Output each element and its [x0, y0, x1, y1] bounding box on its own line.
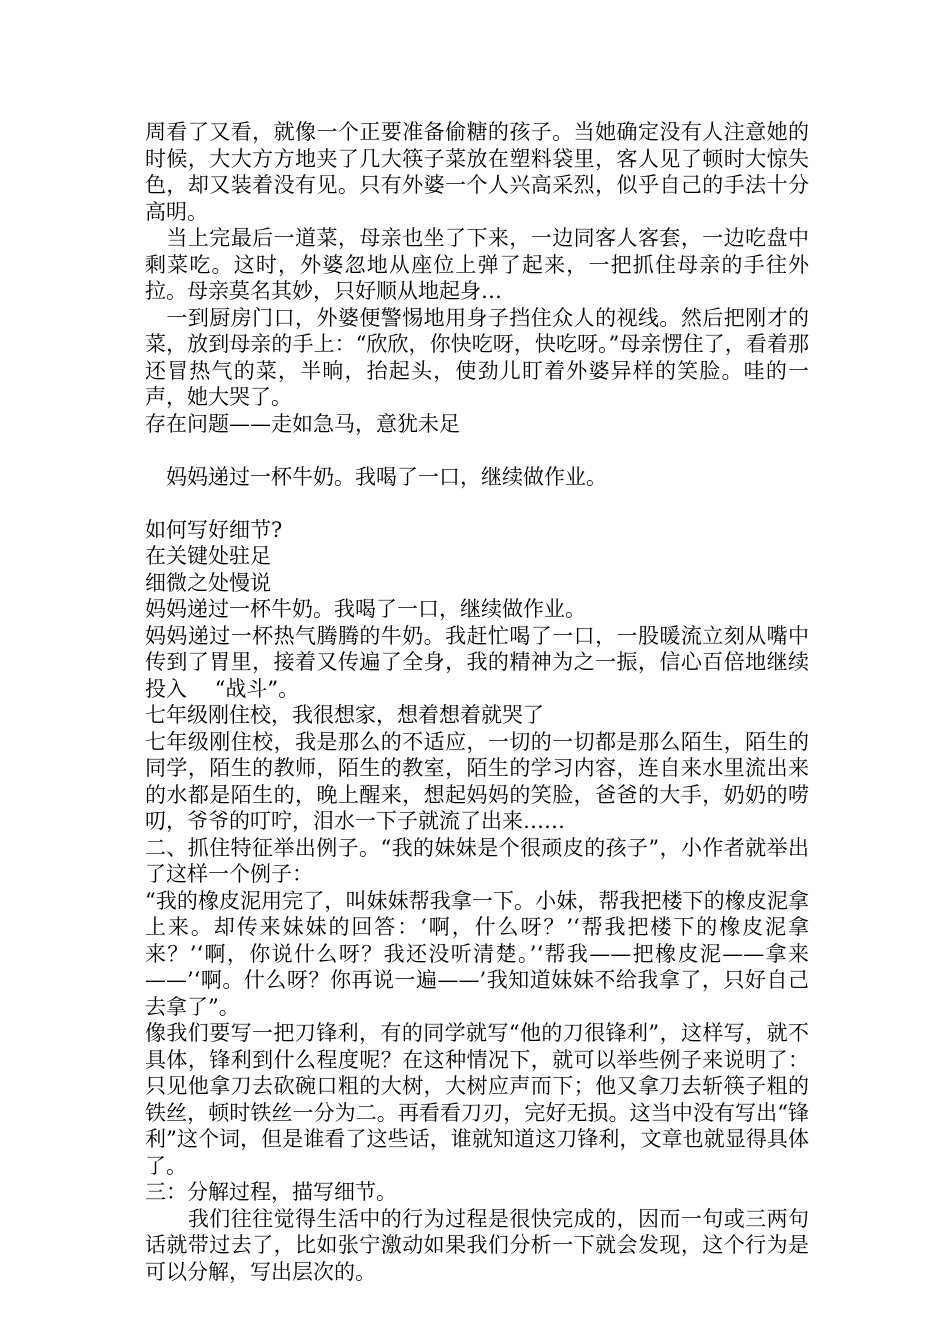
- tip-pause-at-key-points: 在关键处驻足: [145, 544, 271, 568]
- example-detailed-homesick: 七年级刚住校，我是那么的不适应，一切的一切都是那么陌生，陌生的同学，陌生的教师，陌生的教室，陌生的学习内容，连自来水里流出来的水都是陌生的，晚上醒来，想起妈妈的笑脸，爸爸的大手，奶奶的唠叨，爷爷的叮咛，泪水一下子就流了出来……: [145, 729, 809, 833]
- example-sentence-milk: 妈妈递过一杯牛奶。我喝了一口，继续做作业。: [145, 464, 607, 489]
- blank-line: [145, 490, 809, 517]
- paragraph-break-down-process: 我们往往觉得生活中的行为过程是很快完成的，因而一句或三两句话就带过去了，比如张宁激动如果我们分析一下就会发现，这个行为是可以分解，写出层次的。: [145, 1206, 809, 1284]
- section-heading-problem: 存在问题——走如急马，意犹未足: [145, 411, 460, 436]
- question-heading: 如何写好细节?: [145, 517, 283, 542]
- document-page: [145, 119, 809, 1285]
- section-heading-process: 三：分解过程，描写细节。: [145, 1180, 397, 1204]
- example-sharp-knife: 像我们要写一把刀锋利，有的同学就写“他的刀很锋利”，这样写，就不具体，锋利到什么程度呢？在这种情况下，就可以举些例子来说明了：只见他拿刀去砍碗口粗的大树，大树应声而下；他又拿刀去斩筷子粗的铁丝，顿时铁丝一分为二。再看看刀刃，完好无损。这当中没有写出“锋利”这个词，但是谁看了这些话，谁就知道这刀锋利，文章也就显得具体了。: [145, 1021, 809, 1178]
- example-naughty-sister: “我的橡皮泥用完了，叫妹妹帮我拿一下。小妹，帮我把楼下的橡皮泥拿上来。却传来妹妹的回答：‘啊，什么呀？’‘帮我把楼下的橡皮泥拿来？’‘啊，你说什么呀？我还没听清楚。’‘帮我——把橡皮泥——拿来——’‘啊。什么呀？你再说一遍——’我知道妹妹不给我拿了，只好自己去拿了”。: [145, 888, 809, 1019]
- example-plain-homesick: 七年级刚住校，我很想家，想着想着就哭了: [145, 703, 544, 727]
- example-detailed-milk: 妈妈递过一杯热气腾腾的牛奶。我赶忙喝了一口，一股暖流立刻从嘴中传到了胃里，接着又传遍了全身，我的精神为之一振，信心百倍地继续投入 “战斗”。: [145, 623, 809, 701]
- section-heading-examples: 二、抓住特征举出例子。“我的妹妹是个很顽皮的孩子”，小作者就举出了这样一个例子：: [145, 835, 809, 886]
- paragraph-kitchen-door: 一到厨房门口，外婆便警惕地用身子挡住众人的视线。然后把刚才的菜，放到母亲的手上：“欣欣，你快吃呀，快吃呀。”母亲愣住了，看着那还冒热气的菜，半晌，抬起头，使劲儿盯着外婆异样的笑脸。哇的一声，她大哭了。: [145, 305, 809, 409]
- paragraph-last-dish: 当上完最后一道菜，母亲也坐了下来，一边同客人客套，一边吃盘中剩菜吃。这时，外婆忽地从座位上弹了起来，一把抓住母亲的手往外拉。母亲莫名其妙，只好顺从地起身…: [145, 226, 809, 303]
- tip-slow-down-details: 细微之处慢说: [145, 570, 271, 595]
- paragraph-grandma-packing-food: 周看了又看，就像一个正要准备偷糖的孩子。当她确定没有人注意她的时候，大大方方地夹了几大筷子菜放在塑料袋里，客人见了顿时大惊失色，却又装着没有见。只有外婆一个人兴高采烈，似乎自己的手法十分高明。: [145, 120, 809, 224]
- example-plain-milk: 妈妈递过一杯牛奶。我喝了一口，继续做作业。: [145, 597, 586, 621]
- blank-line: [145, 437, 809, 464]
